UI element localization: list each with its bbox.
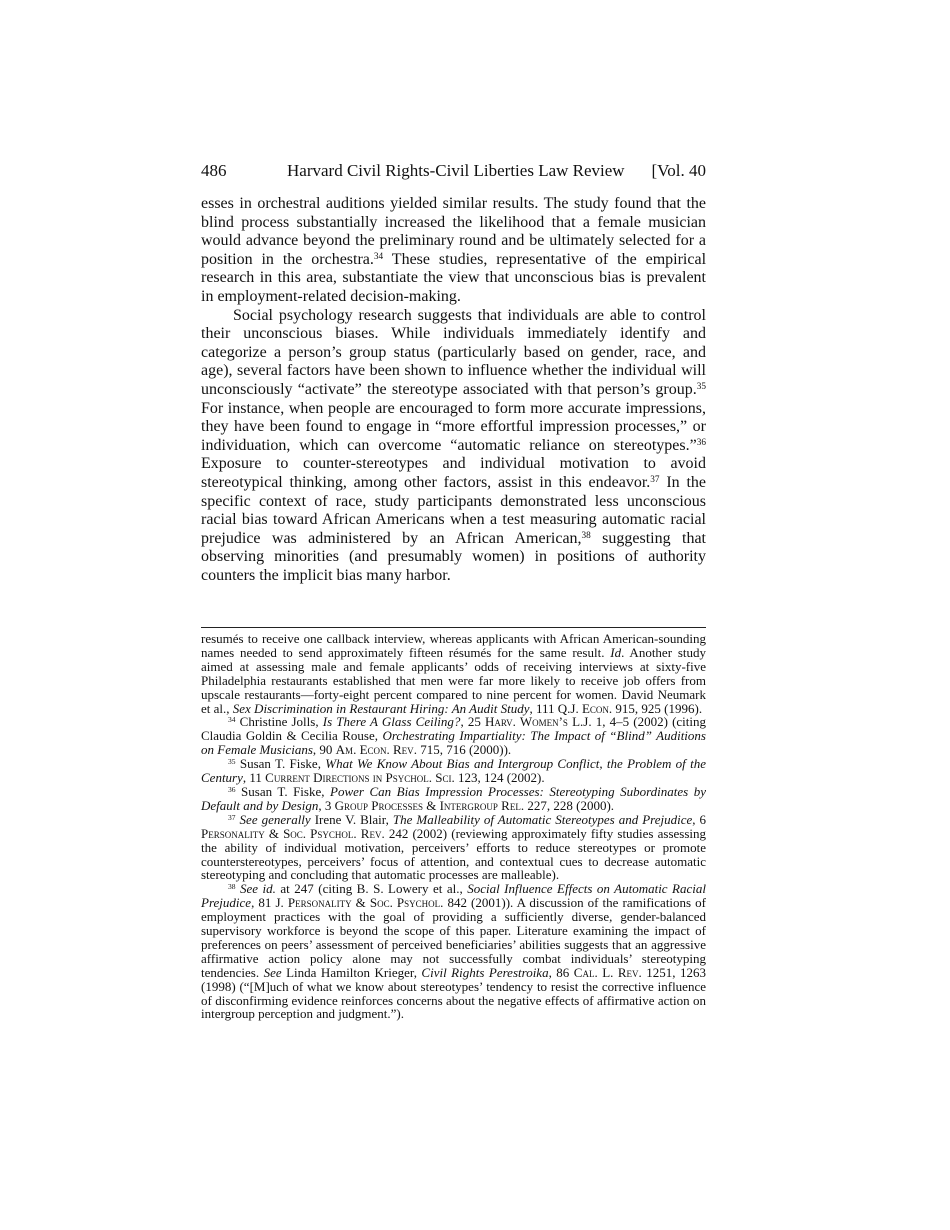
footnote-35 xyxy=(201,757,706,785)
text-run: . 123, 124 (2002). xyxy=(451,770,545,786)
journal-name: Personality & Soc. Psychol. Rev xyxy=(201,825,382,841)
main-text xyxy=(201,195,706,585)
text-run: suggesting that observing minorities (and presumably women) in positions of authority counters the implicit bias many harbor. xyxy=(201,529,706,584)
text-run: . Another study aimed at assessing male and female applicants’ odds of receiving interviews at sixty-five Philadelphia restaurants established that men were far more likely to receive job offers from upscale restaurants—forty-eight percent compared to nine percent for women. David Neumark et al., xyxy=(201,644,706,716)
footnote-separator xyxy=(201,627,706,628)
footnote-ref-37[interactable]: 37 xyxy=(650,474,660,485)
text-run: . 915, 925 (1996). xyxy=(608,700,703,716)
footnote-37 xyxy=(201,813,706,883)
footnote-ref-36[interactable]: 36 xyxy=(696,437,706,448)
journal-title: Harvard Civil Rights-Civil Liberties Law Review xyxy=(287,161,625,180)
footnote-number: 38 xyxy=(228,882,236,892)
text-run: In the specific context of race, study participants demonstrated less unconscious racial bias toward African Americans when a test measuring automatic racial prejudice was administered by an African American, xyxy=(201,473,707,547)
footnote-34 xyxy=(201,715,706,757)
text-run: Social psychology research suggests that individuals are able to control their unconscious biases. While individuals immediately identify and categorize a person’s group status (particularly based on gender, race, and age), several factors have been shown to influence whether the individual will unconsciously “activate” the stereotype associated with that person’s group. xyxy=(201,306,706,398)
text-run: L.J. 1, 4–5 (2002) (citing Claudia Goldin & Cecilia Rouse, xyxy=(201,714,706,744)
article-title: Is There A Glass Ceiling? xyxy=(322,714,461,730)
text-run: , 86 xyxy=(548,964,574,980)
text-run: , 81 J. xyxy=(251,895,288,911)
text-run: . 1251, 1263 (1998) (“[M]uch of what we know about stereotypes’ tendency to resist the corrective influence of disconfirming evidence reinforces concerns about the negative effects of affirmative action on intergroup perception and judgment.”). xyxy=(201,964,707,1022)
footnote-36 xyxy=(201,785,706,813)
text-run: , 11 xyxy=(242,770,266,786)
text-run: resumés to receive one callback interview, whereas applicants with African American-sounding names needed to send approximately fifteen résumés for the same result. xyxy=(201,631,706,660)
text-run: esses in orchestral auditions yielded similar results. The study found that the blind process substantially increased the likelihood that a female musician would advance beyond the preliminary round and be ultimately selected for a position in the orchestra. xyxy=(201,195,706,268)
text-run: Irene V. Blair, xyxy=(310,811,393,827)
page-number: 486 xyxy=(201,161,227,180)
body-paragraph-1 xyxy=(201,195,706,307)
journal-name: Am. Econ. Rev xyxy=(335,742,414,758)
article-title: Orchestrating Impartiality: The Impact of “Blind” Auditions on Female Musicians xyxy=(201,728,706,758)
journal-name: Harv. Women’s xyxy=(484,714,568,730)
text-run: Linda Hamilton Krieger, xyxy=(281,964,422,980)
running-header xyxy=(201,160,706,182)
text-run: These studies, representative of the empirical research in this area, substantiate the view that unconscious bias is prevalent in employment-related decision-making. xyxy=(201,250,707,305)
footnote-ref-35[interactable]: 35 xyxy=(696,381,706,392)
journal-name: Personality & Soc. Psychol xyxy=(287,895,441,911)
journal-name: Group Processes & Intergroup Rel xyxy=(334,797,521,813)
text-run: Christine Jolls, xyxy=(235,714,323,730)
text-run: Susan T. Fiske, xyxy=(235,783,331,799)
footnote-continued xyxy=(201,632,706,715)
journal-name: Current Directions in Psychol. Sci xyxy=(265,770,452,786)
citation-signal: Id xyxy=(610,644,622,660)
text-run: , 25 xyxy=(460,714,485,730)
footnote-ref-34[interactable]: 34 xyxy=(373,251,384,262)
text-run: For instance, when people are encouraged to form more accurate impressions, they have been found to engage in “more effortful impression processes,” or individuation, which can overcome “automatic reliance on stereotypes.” xyxy=(201,399,706,454)
footnote-ref-38[interactable]: 38 xyxy=(581,530,591,541)
article-title: What We Know About Bias and Intergroup Conflict, the Problem of the Century xyxy=(201,756,706,786)
footnote-number: 34 xyxy=(228,715,236,725)
journal-name: Econ xyxy=(581,700,609,716)
footnote-number: 36 xyxy=(228,784,236,794)
article-title: The Malleability of Automatic Stereotypes and Prejudice xyxy=(392,811,693,827)
text-run: , 111 Q.J. xyxy=(529,700,582,716)
text-run: , 3 xyxy=(318,797,335,813)
citation-signal: See id. xyxy=(240,881,276,897)
text-run: , 90 xyxy=(312,742,336,758)
article-title: Civil Rights Perestroika xyxy=(421,964,549,980)
citation-signal: See generally xyxy=(239,811,311,827)
footnote-number: 35 xyxy=(228,757,236,767)
text-run: at 247 (citing B. S. Lowery et al., xyxy=(275,881,468,897)
footnotes xyxy=(201,632,706,1021)
journal-name: Cal. L. Rev xyxy=(573,964,639,980)
citation-signal: See xyxy=(263,964,282,980)
article-title: Sex Discrimination in Restaurant Hiring: An Audit Study xyxy=(232,700,530,716)
volume-label: [Vol. 40 xyxy=(651,161,706,180)
text-run: . 842 (2001)). A discussion of the ramifications of employment practices with the goal of providing a sufficiently diverse, gender-balanced supervisory workforce is beyond the scope of this paper. Literature examining the impact of preferences on peers’ assessment of perceived beneficiaries’ abilities suggests that an aggressive affirmative action policy alone may not successfully combat individuals’ stereotyping tendencies. xyxy=(201,895,707,980)
footnote-number: 37 xyxy=(228,812,236,822)
text-run: Exposure to counter-stereotypes and individual motivation to avoid stereotypical thinking, among other factors, assist in this endeavor. xyxy=(201,455,706,491)
text-run: . 242 (2002) (reviewing approximately fifty studies assessing the ability of individual motivation, perceivers’ efforts to reduce stereotypes or promote counterstereotypes, perceivers’ focus of attention, and contextual cues to decrease automatic stereotyping and concluding that automatic processes are malleable). xyxy=(201,825,707,883)
body-paragraph-2 xyxy=(201,307,706,586)
text-run: . 715, 716 (2000)). xyxy=(413,742,512,758)
article-title: Power Can Bias Impression Processes: Stereotyping Subordinates by Default and by Design xyxy=(201,783,706,813)
article-title: Social Influence Effects on Automatic Racial Prejudice xyxy=(201,881,706,911)
text-run: . 227, 228 (2000). xyxy=(520,797,615,813)
text-run: , 6 xyxy=(692,811,707,827)
text-run: Susan T. Fiske, xyxy=(235,756,326,772)
footnote-38 xyxy=(201,882,706,1021)
